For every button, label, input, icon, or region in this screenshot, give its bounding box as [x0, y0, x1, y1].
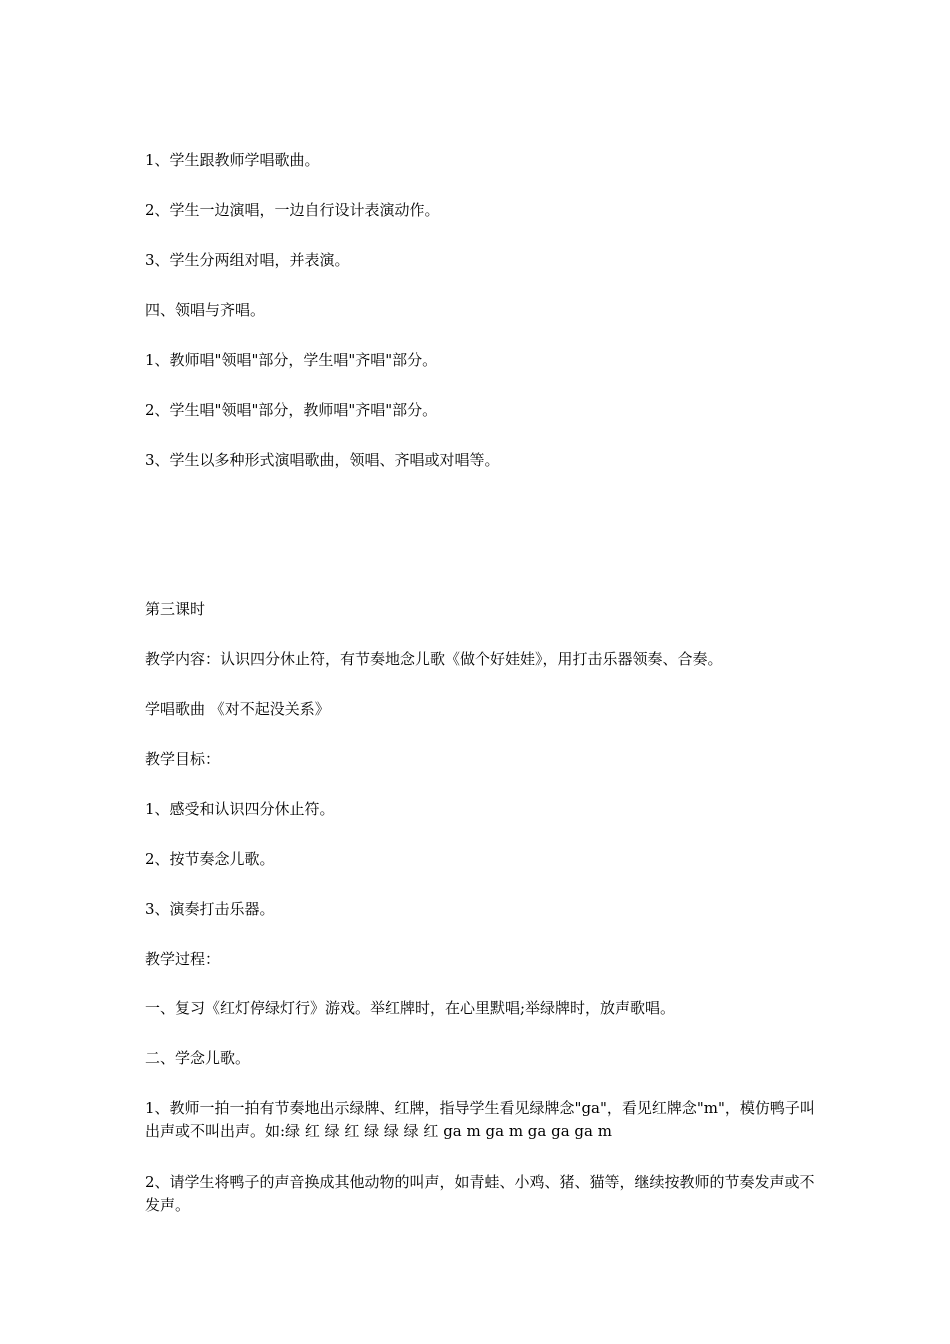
paragraph-3: 3、学生分两组对唱，并表演。 [145, 251, 350, 269]
teaching-goals-heading: 教学目标： [145, 750, 221, 768]
goal-1: 1、感受和认识四分休止符。 [145, 800, 335, 818]
process-substep-2: 2、请学生将鸭子的声音换成其他动物的叫声，如青蛙、小鸡、猪、猫等，继续按教师的节奏发声或不发声。 [145, 1173, 815, 1214]
process-step-2: 二、学念儿歌。 [145, 1049, 251, 1067]
paragraph-2: 2、学生一边演唱，一边自行设计表演动作。 [145, 201, 440, 219]
lesson-title: 第三课时 [145, 600, 206, 618]
section-heading-4: 四、领唱与齐唱。 [145, 301, 266, 319]
process-substep-1: 1、教师一拍一拍有节奏地出示绿牌、红牌，指导学生看见绿牌念"ga"，看见红牌念"m"，模仿鸭子叫出声或不叫出声。如:绿 红 绿 红 绿 绿 绿 红 ga m ga m ga ga ga m [145, 1099, 815, 1140]
goal-3: 3、演奏打击乐器。 [145, 900, 275, 918]
song-title: 学唱歌曲 《对不起没关系》 [145, 700, 330, 718]
paragraph-7: 3、学生以多种形式演唱歌曲，领唱、齐唱或对唱等。 [145, 451, 500, 469]
paragraph-1: 1、学生跟教师学唱歌曲。 [145, 151, 320, 169]
process-step-1: 一、复习《红灯停绿灯行》游戏。举红牌时，在心里默唱;举绿牌时，放声歌唱。 [145, 999, 676, 1017]
teaching-process-heading: 教学过程： [145, 950, 221, 968]
paragraph-6: 2、学生唱"领唱"部分，教师唱"齐唱"部分。 [145, 401, 438, 419]
goal-2: 2、按节奏念儿歌。 [145, 850, 275, 868]
paragraph-5: 1、教师唱"领唱"部分，学生唱"齐唱"部分。 [145, 351, 438, 369]
teaching-content: 教学内容：认识四分休止符，有节奏地念儿歌《做个好娃娃》，用打击乐器领奏、合奏。 [145, 650, 723, 668]
